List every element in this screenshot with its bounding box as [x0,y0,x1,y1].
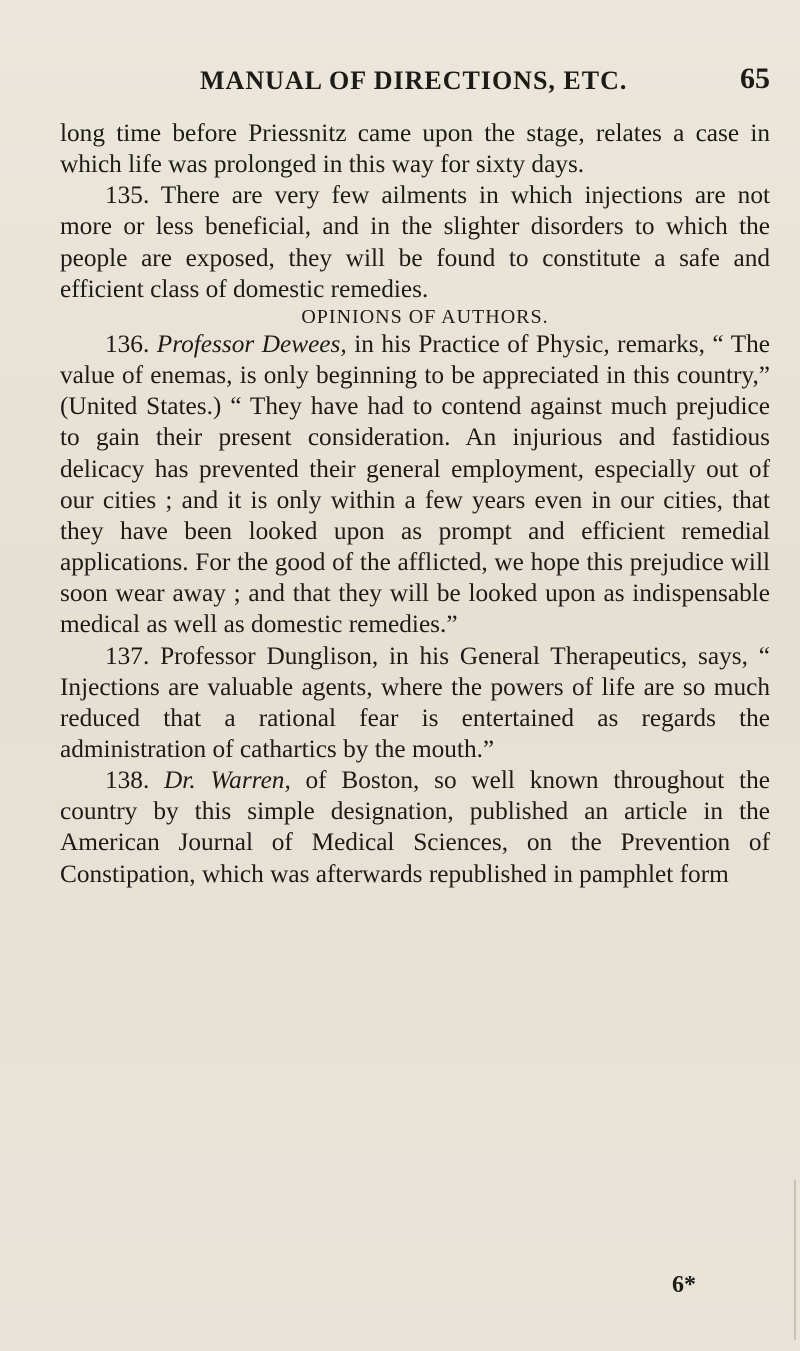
paragraph-137: 137. Professor Dunglison, in his General Therapeutics, says, “ Injections are valuable agents, where the powers of life are so much reduced that a rational fear is entertained as regards the administration of cathartics by the mouth.” [60,641,770,763]
author-name-warren: Dr. Warren, [164,766,291,795]
paragraph-136 [60,329,770,641]
body-text [60,118,770,890]
author-name-dewees: Professor Dewees, [156,329,347,358]
section-heading: OPINIONS OF AUTHORS. [301,305,549,328]
paragraph-136-number: 136. [105,329,157,358]
page-edge-line [794,1180,796,1340]
page-header [200,62,770,106]
signature-mark: 6* [672,1272,696,1298]
running-title: MANUAL OF DIRECTIONS, ETC. [200,66,628,95]
paragraph-continuation: long time before Priessnitz came upon the stage, relates a case in which life was prolonged in this way for sixty days. [60,119,770,179]
paragraph-135: 135. There are very few ailments in which injections are not more or less beneficial, and in the slighter disorders to which the people are exposed, they will be found to constitute a safe and efficient class of domestic remedies. [60,181,770,303]
paragraph-138-number: 138. [105,766,165,795]
paragraph-138-text: of Boston, so well known throughout the country by this simple designation, published an article in the American Journal of Medical Sciences, on the Prevention of Constipation, which was afterwards republished in pamphlet form [60,766,770,888]
paragraph-138 [60,765,770,890]
paragraph-136-text: in his Practice of Physic, remarks, “ The value of enemas, is only beginning to be appreciated in this country,” (United States.) “ They have had to contend against much prejudice to gain their present consideration. An injurious and fastidious delicacy has prevented their general employment, especially out of our cities ; and it is only within a few years even in our cities, that they have been looked upon as prompt and efficient remedial applications. For the good of the afflicted, we hope this prejudice will soon wear away ; and that they will be looked upon as indispensable medical as well as domestic remedies.” [60,329,771,639]
page-number: 65 [740,62,770,95]
